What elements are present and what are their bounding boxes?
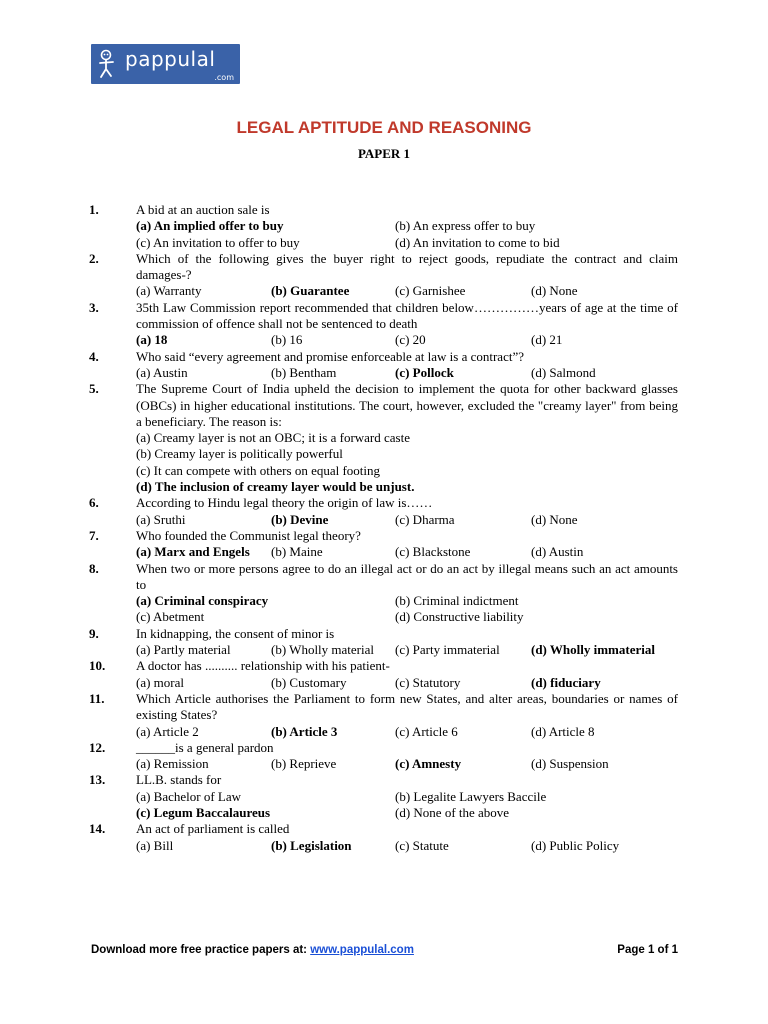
question-text: LL.B. stands for <box>136 772 222 788</box>
question-number: 3. <box>89 299 99 315</box>
answer-option: (d) Salmond <box>531 364 596 380</box>
question-text: The Supreme Court of India upheld the decision to implement the quota for other backward glasses (OBCs) in higher educational institutions. The court, however, excluded the "creamy layer" from being a beneficiary. The reason is: <box>136 381 678 429</box>
question-text: Which Article authorises the Parliament to form new States, and alter areas, boundaries or names of existing States? <box>136 690 678 723</box>
footer-link[interactable]: www.pappulal.com <box>310 944 414 956</box>
question-text: Who said “every agreement and promise enforceable at law is a contract”? <box>136 348 525 364</box>
answer-option: (c) An invitation to offer to buy <box>136 234 300 250</box>
question-number: 5. <box>89 381 99 397</box>
answer-option: (b) 16 <box>271 332 303 348</box>
question-number: 6. <box>89 495 99 511</box>
question-number: 14. <box>89 821 106 837</box>
footer-download-text <box>91 944 414 956</box>
question-text: Which of the following gives the buyer right to reject goods, repudiate the contract and claim damages-? <box>136 250 678 283</box>
answer-option: (a) An implied offer to buy <box>136 218 284 234</box>
question-text: Who founded the Communist legal theory? <box>136 527 361 543</box>
logo-suffix: .com <box>214 73 234 82</box>
question-item <box>0 528 768 561</box>
question-item <box>0 772 768 821</box>
answer-option: (c) Statutory <box>395 674 461 690</box>
answer-option: (a) Austin <box>136 364 188 380</box>
question-number: 1. <box>89 202 99 217</box>
question-item <box>0 691 768 740</box>
question-text: An act of parliament is called <box>136 821 290 837</box>
answer-option: (b) Devine <box>271 511 329 527</box>
question-text: In kidnapping, the consent of minor is <box>136 625 335 641</box>
question-number: 12. <box>89 739 106 755</box>
answer-option: (d) An invitation to come to bid <box>395 234 560 250</box>
answer-option: (d) 21 <box>531 332 563 348</box>
answer-option: (c) 20 <box>395 332 426 348</box>
answer-option: (d) None of the above <box>395 804 510 820</box>
question-number: 11. <box>89 690 105 706</box>
answer-option: (b) Legalite Lawyers Baccile <box>395 788 547 804</box>
answer-option: (a) Partly material <box>136 642 231 658</box>
answer-option: (b) Reprieve <box>271 756 337 772</box>
answer-option: (d) The inclusion of creamy layer would be unjust. <box>136 479 415 495</box>
answer-option: (c) Article 6 <box>395 723 458 739</box>
answer-option: (c) Blackstone <box>395 544 471 560</box>
answer-option: (c) Garnishee <box>395 283 466 299</box>
answer-option: (a) Warranty <box>136 283 202 299</box>
question-item <box>0 658 768 691</box>
question-number: 7. <box>89 527 99 543</box>
question-number: 13. <box>89 772 106 788</box>
question-number: 2. <box>89 250 99 266</box>
question-number: 8. <box>89 560 99 576</box>
question-text: A doctor has .......... relationship with his patient- <box>136 658 390 674</box>
answer-option: (b) Criminal indictment <box>395 593 519 609</box>
footer-prefix: Download more free practice papers at: <box>91 944 311 956</box>
question-item <box>0 626 768 659</box>
answer-option: (a) Sruthi <box>136 511 186 527</box>
question-item <box>0 381 768 495</box>
answer-option: (b) Article 3 <box>271 723 338 739</box>
answer-option: (c) Pollock <box>395 364 454 380</box>
answer-option: (a) Bachelor of Law <box>136 788 242 804</box>
question-text: A bid at an auction sale is <box>136 202 270 217</box>
pappulal-logo <box>91 44 240 84</box>
answer-option: (b) Guarantee <box>271 283 350 299</box>
question-list <box>0 202 768 854</box>
question-item <box>0 821 768 854</box>
answer-option: (c) Legum Baccalaureus <box>136 804 271 820</box>
answer-option: (a) Bill <box>136 837 174 853</box>
answer-option: (b) Customary <box>271 674 347 690</box>
question-item <box>0 349 768 382</box>
logo-brand: pappulal <box>125 47 216 71</box>
answer-option: (a) Article 2 <box>136 723 199 739</box>
answer-option: (a) Remission <box>136 756 209 772</box>
answer-option: (d) Suspension <box>531 756 609 772</box>
question-text: According to Hindu legal theory the origin of law is…… <box>136 495 433 511</box>
question-item <box>0 561 768 626</box>
question-number: 10. <box>89 658 106 674</box>
question-item <box>0 495 768 528</box>
answer-option: (b) Maine <box>271 544 323 560</box>
answer-option: (c) Abetment <box>136 609 205 625</box>
answer-option: (c) Party immaterial <box>395 642 500 658</box>
answer-option: (b) Creamy layer is politically powerful <box>136 446 343 462</box>
answer-option: (c) Dharma <box>395 511 455 527</box>
question-item <box>0 740 768 773</box>
page-number: Page 1 of 1 <box>617 944 678 956</box>
answer-option: (a) Creamy layer is not an OBC; it is a forward caste <box>136 430 410 446</box>
answer-option: (d) Public Policy <box>531 837 620 853</box>
answer-option: (b) Legislation <box>271 837 352 853</box>
paper-subtitle: PAPER 1 <box>357 146 411 161</box>
answer-option: (a) Criminal conspiracy <box>136 593 269 609</box>
question-item <box>0 202 768 251</box>
answer-option: (a) moral <box>136 674 185 690</box>
question-number: 4. <box>89 348 99 364</box>
answer-option: (d) Constructive liability <box>395 609 524 625</box>
question-text: When two or more persons agree to do an illegal act or do an act by illegal means such an act amounts to <box>136 560 678 592</box>
answer-option: (d) Article 8 <box>531 723 595 739</box>
stick-figure-icon <box>96 48 122 80</box>
question-text: ______is a general pardon <box>136 739 274 755</box>
answer-option: (d) None <box>531 283 578 299</box>
answer-option: (d) fiduciary <box>531 674 601 690</box>
question-item <box>0 251 768 300</box>
question-text: 35th Law Commission report recommended that children below……………years of age at the time of commission of offence shall not be sentenced to death <box>136 299 678 332</box>
answer-option: (c) It can compete with others on equal footing <box>136 462 381 478</box>
answer-option: (d) Austin <box>531 544 584 560</box>
answer-option: (a) Marx and Engels <box>136 544 250 560</box>
answer-option: (c) Amnesty <box>395 756 462 772</box>
answer-option: (b) Bentham <box>271 364 337 380</box>
page-title: LEGAL APTITUDE AND REASONING <box>236 118 532 137</box>
answer-option: (d) Wholly immaterial <box>531 642 655 658</box>
answer-option: (c) Statute <box>395 837 449 853</box>
question-number: 9. <box>89 625 99 641</box>
answer-option: (b) Wholly material <box>271 642 375 658</box>
answer-option: (d) None <box>531 511 578 527</box>
answer-option: (a) 18 <box>136 332 168 348</box>
question-item <box>0 300 768 349</box>
answer-option: (b) An express offer to buy <box>395 218 536 234</box>
